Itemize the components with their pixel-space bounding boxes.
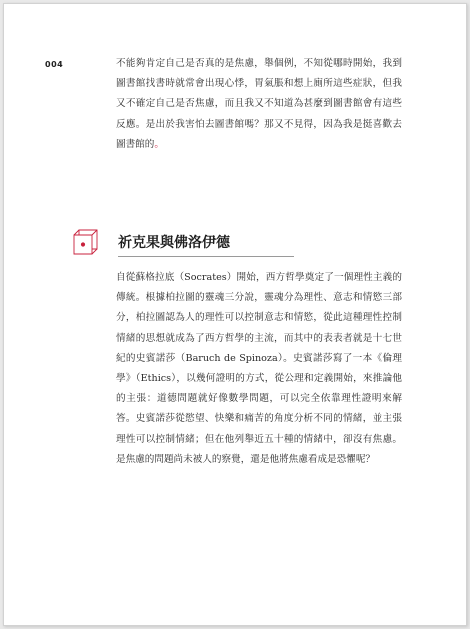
section-title: 祈克果與佛洛伊德: [118, 235, 230, 251]
section-title-underline: [118, 256, 294, 257]
intro-paragraph-end-mark: 。: [154, 138, 164, 150]
intro-paragraph-text: 不能夠肯定自己是否真的是焦慮，舉個例，不知從哪時開始，我到圖書館找書時就常會出現心悸，胃氣脹和想上廁所這些症狀，但我又不確定自己是否焦慮，而且我又不知道為甚麼到圖書館會有這些反應。是出於我害怕去圖書館嗎？那又不見得，因為我是挺喜歡去圖書館的: [116, 58, 402, 150]
body-paragraph: 自從蘇格拉底（Socrates）開始，西方哲學奠定了一個理性主義的傳統。根據柏拉圖的靈魂三分說，靈魂分為理性、意志和情慾三部分，柏拉圖認為人的理性可以控制意志和情慾，從此這種理性控制情緒的思想就成為了西方哲學的主流，而其中的表表者就是十七世紀的史賓諾莎（Baruch de Spinoza）。史賓諾莎寫了一本《倫理學》（Ethics），以幾何證明的方式，從公理和定義開始，來推論他的主張：道德問題就好像數學問題，可以完全依靠理性證明來解答。史賓諾莎從慾望、快樂和痛苦的角度分析不同的情緒，並主張理性可以控制情緒；但在他列舉近五十種的情緒中，卻沒有焦慮。是焦慮的問題尚未被人的察覺，還是他將焦慮看成是恐懼呢？: [116, 272, 402, 465]
cube-icon: [70, 226, 102, 258]
intro-paragraph: [116, 54, 402, 155]
page-number: 004: [45, 60, 64, 69]
book-page: [3, 3, 467, 626]
